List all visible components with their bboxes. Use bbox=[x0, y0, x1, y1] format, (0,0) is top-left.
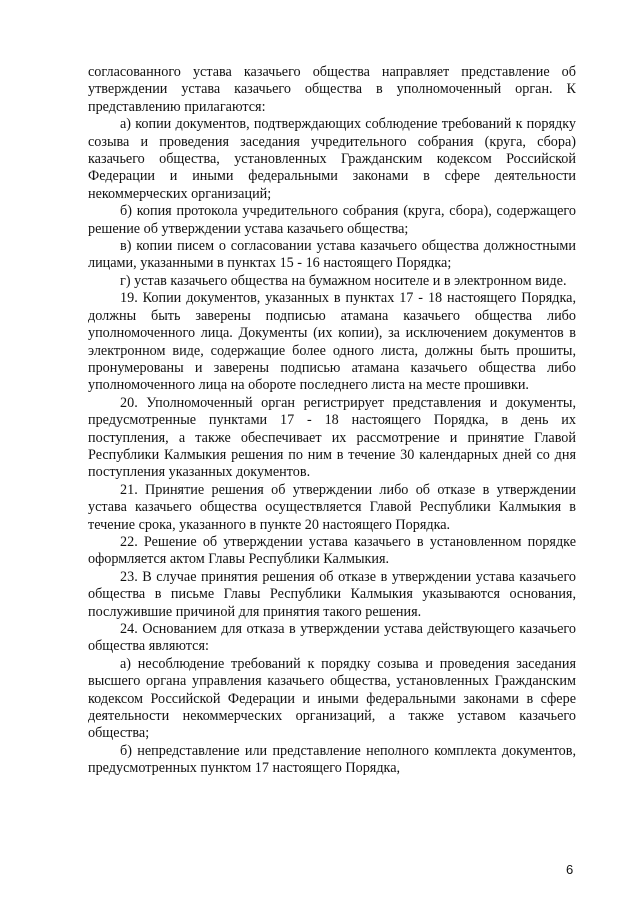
paragraph-item-b: б) копия протокола учредительного собрания (круга, сбора), содержащего решение об утверждении устава казачьего общества; bbox=[88, 203, 576, 237]
page-number: 6 bbox=[566, 862, 574, 877]
document-body bbox=[88, 64, 576, 778]
paragraph-clause-24-item-b: б) непредставление или представление неполного комплекта документов, предусмотренных пунктом 17 настоящего Порядка, bbox=[88, 742, 576, 777]
paragraph-clause-22: 22. Решение об утверждении устава казачьего в установленном порядке оформляется актом Главы Республики Калмыкия. bbox=[88, 533, 576, 568]
paragraph-intro: согласованного устава казачьего общества направляет представление об утверждении устава казачьего общества в уполномоченный орган. К представлению прилагаются: bbox=[88, 64, 576, 115]
paragraph-clause-23: 23. В случае принятия решения об отказе в утверждении устава казачьего общества в письме Главы Республики Калмыкия указываются основания, послужившие причиной для принятия такого решения. bbox=[88, 568, 576, 620]
paragraph-clause-24: 24. Основанием для отказа в утверждении устава действующего казачьего общества являются: bbox=[88, 621, 576, 655]
paragraph-clause-21: 21. Принятие решения об утверждении либо об отказе в утверждении устава казачьего общества осуществляется Главой Республики Калмыкия в течение срока, указанного в пункте 20 настоящего Порядка. bbox=[88, 481, 576, 533]
paragraph-clause-19: 19. Копии документов, указанных в пунктах 17 - 18 настоящего Порядка, должны быть заверены подписью атамана казачьего общества либо уполномоченного лица. Документы (их копии), за исключением документов в электронном виде, содержащие более одного листа, должны быть прошиты, пронумерованы и заверены подписью атамана казачьего общества либо уполномоченного лица на обороте последнего листа на месте прошивки. bbox=[88, 290, 576, 394]
paragraph-clause-24-item-a: а) несоблюдение требований к порядку созыва и проведения заседания высшего органа управления казачьего общества, установленных Гражданским кодексом Российской Федерации и иными федеральными законами в сфере деятельности некоммерческих организаций, а также уставом казачьего общества; bbox=[88, 655, 576, 742]
paragraph-item-a: а) копии документов, подтверждающих соблюдение требований к порядку созыва и проведения заседания учредительного собрания (круга, сбора) казачьего общества, установленных Гражданским кодексом Российской Федерации и иными федеральными законами в сфере деятельности некоммерческих организаций; bbox=[88, 116, 576, 202]
paragraph-item-g: г) устав казачьего общества на бумажном носителе и в электронном виде. bbox=[120, 272, 567, 289]
paragraph-clause-20: 20. Уполномоченный орган регистрирует представления и документы, предусмотренные пунктами 17 - 18 настоящего Порядка, в день их поступления, а также обеспечивает их рассмотрение и принятие Главой Республики Калмыкия решения по ним в течение 30 календарных дней со дня поступления указанных документов. bbox=[88, 394, 576, 481]
paragraph-item-v: в) копии писем о согласовании устава казачьего общества должностными лицами, указанными в пунктах 15 - 16 настоящего Порядка; bbox=[88, 238, 576, 272]
